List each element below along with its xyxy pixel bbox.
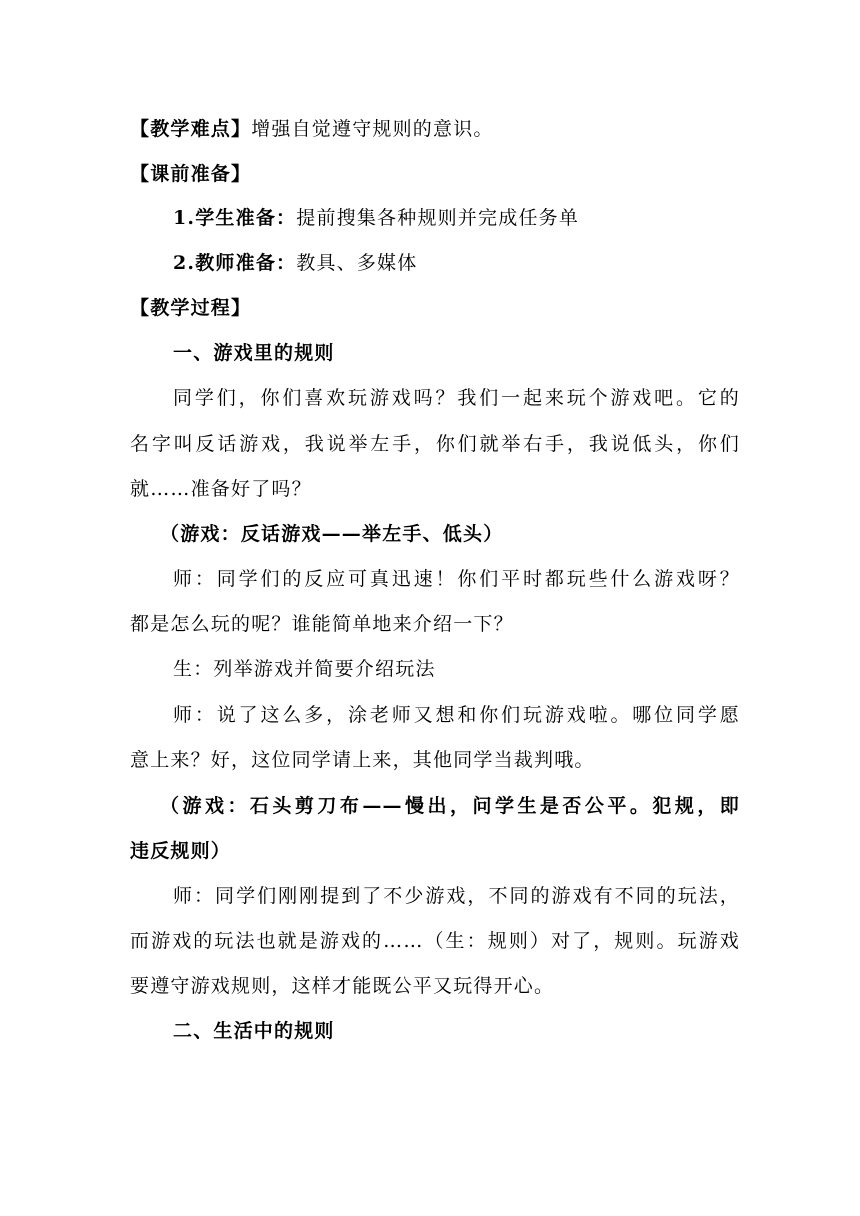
section-1-title: 一、游戏里的规则 — [173, 342, 335, 364]
teaching-difficulty-text: 增强自觉遵守规则的意识。 — [251, 118, 494, 140]
section-2-title: 二、生活中的规则 — [173, 1020, 335, 1042]
intro-line-1: 同学们，你们喜欢玩游戏吗？我们一起来玩个游戏吧。它的 — [173, 387, 740, 409]
game-1-note: （游戏：反话游戏——举左手、低头） — [160, 523, 504, 545]
intro-line-2: 名字叫反话游戏，我说举左手，你们就举右手，我说低头，你们 — [130, 433, 740, 455]
teacher-preparation-text: 教具、多媒体 — [296, 252, 418, 274]
teacher-3-line-2: 而游戏的玩法也就是游戏的……（生：规则）对了，规则。玩游戏 — [130, 930, 740, 952]
teacher-2-line-2: 意上来？好，这位同学请上来，其他同学当裁判哦。 — [130, 749, 595, 771]
student-preparation-label: 1.学生准备： — [173, 207, 297, 229]
teacher-3-line-3: 要遵守游戏规则，这样才能既公平又玩得开心。 — [130, 975, 555, 997]
teacher-1-line-1: 师：同学们的反应可真迅速！你们平时都玩些什么游戏呀？ — [173, 568, 740, 590]
teacher-1-line-2: 都是怎么玩的呢？谁能简单地来介绍一下？ — [130, 613, 514, 635]
teacher-preparation-line — [173, 251, 740, 275]
student-1-line: 生：列举游戏并简要介绍玩法 — [173, 658, 436, 680]
game-2-note-line-1: （游戏：石头剪刀布——慢出，问学生是否公平。犯规，即 — [160, 795, 740, 817]
intro-line-3: 就……准备好了吗？ — [130, 478, 312, 500]
teaching-difficulty-line — [130, 117, 740, 141]
teaching-process-heading: 【教学过程】 — [130, 297, 252, 319]
teacher-preparation-label: 2.教师准备： — [173, 252, 297, 274]
teacher-2-line-1: 师：说了这么多，涂老师又想和你们玩游戏啦。哪位同学愿 — [173, 704, 740, 726]
student-preparation-line — [173, 206, 740, 230]
teaching-difficulty-label: 【教学难点】 — [130, 118, 252, 140]
game-2-note-line-2: 违反规则） — [130, 840, 232, 862]
student-preparation-text: 提前搜集各种规则并完成任务单 — [296, 207, 580, 229]
preparation-heading: 【课前准备】 — [130, 163, 252, 185]
teacher-3-line-1: 师：同学们刚刚提到了不少游戏，不同的游戏有不同的玩法， — [173, 885, 740, 907]
